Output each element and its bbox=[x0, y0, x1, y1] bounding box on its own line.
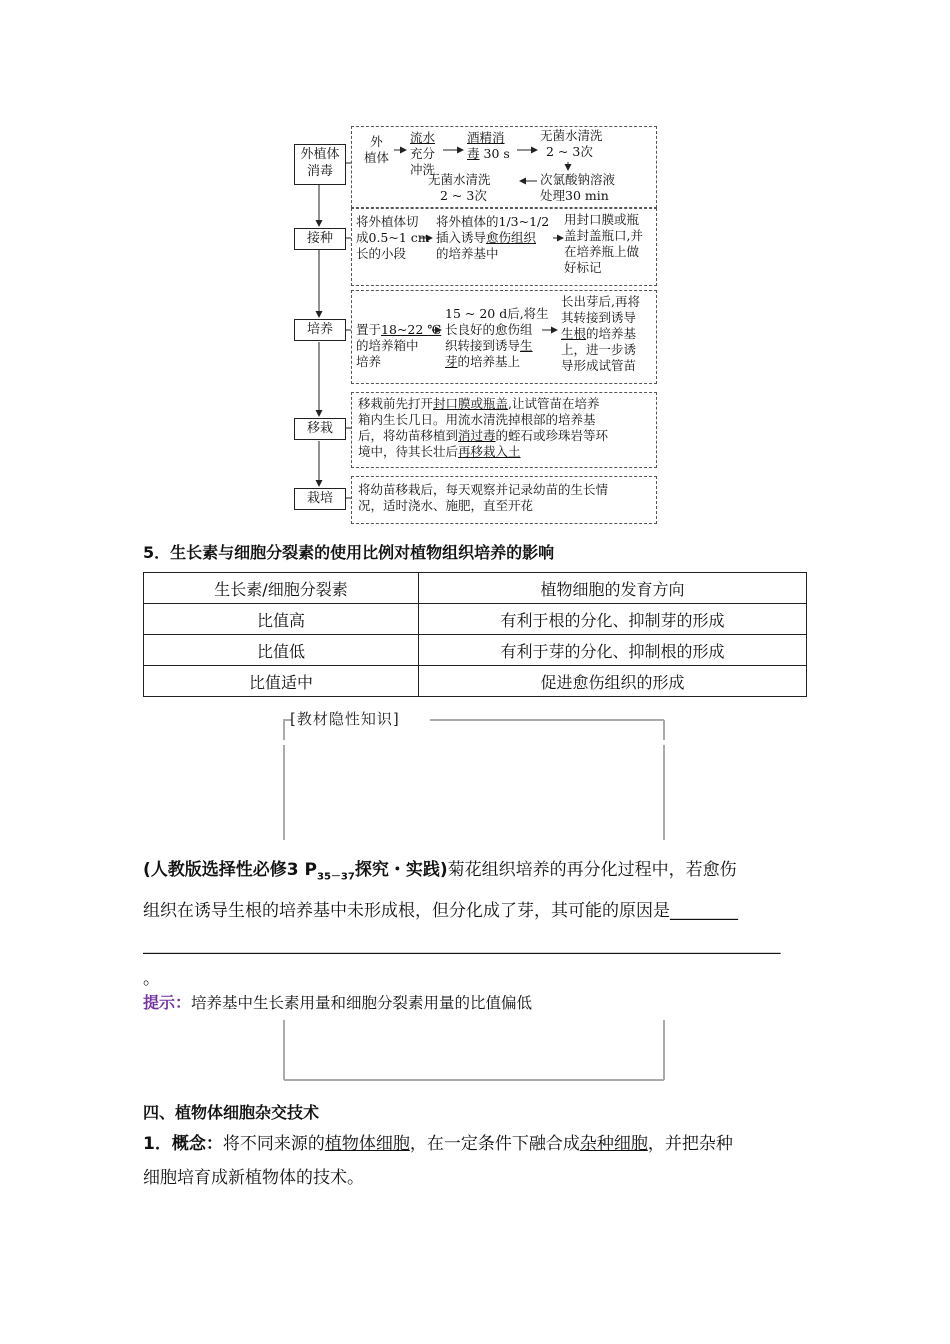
knowledge-label: [教材隐性知识] bbox=[290, 710, 400, 728]
culture-bud-post: 的培养基上 bbox=[457, 354, 521, 369]
disinfect-water-ul: 流水 bbox=[410, 130, 436, 145]
q-source-sub: 35－37 bbox=[316, 871, 355, 883]
disinfect-final-1: 无菌水清洗 bbox=[428, 172, 491, 187]
concept-ul2: 杂种细胞 bbox=[579, 1134, 648, 1154]
culture-root-post: 的培养基 上，进一步诱 导形成试管苗 bbox=[561, 326, 637, 373]
transplant-t2: ,让试管苗在培养 箱内生长几日。用流水清洗掉根部的培养基 后，将幼苗移植到 bbox=[358, 396, 600, 443]
inoculate-insert-callus: 愈伤组织 bbox=[486, 230, 537, 245]
table-header-cell: 植物细胞的发育方向 bbox=[419, 573, 807, 604]
culture-bud-ul1: 生 bbox=[520, 338, 533, 353]
concept-label: 1．概念： bbox=[143, 1134, 223, 1154]
hint-label: 提示： bbox=[143, 993, 192, 1012]
concept-3: ，并把杂种 bbox=[647, 1134, 733, 1154]
table-cell: 有利于芽的分化、抑制根的形成 bbox=[419, 635, 807, 666]
inoculate-cut: 将外植体切 成0.5~1 cm 长的小段 bbox=[356, 214, 430, 261]
concept-1: 将不同来源的 bbox=[222, 1134, 325, 1154]
q-line3: ___________________________________________________________________________ bbox=[143, 935, 781, 956]
disinfect-hypochlorite-1: 次氯酸钠溶液 bbox=[540, 172, 616, 187]
transplant-t3-ul: 再移栽入土 bbox=[458, 444, 521, 459]
culture-bud-ul2: 芽 bbox=[445, 354, 458, 369]
transplant-t1-ul: 封口膜或瓶盖 bbox=[433, 396, 509, 411]
inoculate-insert-post: 的培养基中 bbox=[436, 246, 499, 261]
cultivate-text: 将幼苗移栽后，每天观察并记录幼苗的生长情 况，适时浇水、施肥，直至开花 bbox=[358, 482, 609, 513]
stage-disinfect: 外植体 消毒 bbox=[294, 144, 346, 185]
q-end: 。 bbox=[143, 969, 160, 990]
disinfect-alcohol-2: 毒 bbox=[467, 146, 480, 161]
section5-title: 5．生长素与细胞分裂素的使用比例对植物组织培养的影响 bbox=[143, 543, 555, 562]
disinfect-alcohol-1: 酒精消 bbox=[467, 130, 505, 145]
hint-text: 培养基中生长素用量和细胞分裂素用量的比值偏低 bbox=[191, 994, 533, 1012]
disinfect-final-2: 2 ~ 3次 bbox=[440, 188, 487, 203]
culture-root-pre: 长出芽后,再将 其转接到诱导 bbox=[561, 294, 640, 325]
stage-transplant: 移栽 bbox=[294, 418, 346, 440]
concept-2: ，在一定条件下融合成 bbox=[409, 1134, 580, 1154]
disinfect-sterile-water-1: 无菌水清洗 bbox=[540, 128, 603, 143]
knowledge-label-text: 教材隐性知识 bbox=[296, 710, 393, 728]
stage-inoculate: 接种 bbox=[294, 228, 346, 250]
disinfect-hypochlorite-2: 处理30 min bbox=[540, 188, 609, 203]
culture-root-ul: 生根 bbox=[561, 326, 587, 341]
section4-concept bbox=[143, 1127, 807, 1195]
stage-culture: 培养 bbox=[294, 319, 346, 341]
table-cell: 比值低 bbox=[144, 635, 419, 666]
concept-ul1: 植物体细胞 bbox=[324, 1134, 410, 1154]
table-header-cell: 生长素/细胞分裂素 bbox=[144, 573, 419, 604]
disinfect-alcohol-3: 30 s bbox=[479, 146, 510, 161]
section4-title: 四、植物体细胞杂交技术 bbox=[143, 1103, 320, 1122]
disinfect-explant: 外 植体 bbox=[364, 134, 390, 165]
hint-line bbox=[143, 990, 532, 1013]
q-source-tag: 探究・实践) bbox=[354, 860, 448, 880]
transplant-t1: 移栽前先打开 bbox=[358, 396, 434, 411]
transplant-t2-ul: 消过毒 bbox=[458, 428, 496, 443]
table-cell: 比值高 bbox=[144, 604, 419, 635]
q-source-pre: (人教版选择性必修3 P bbox=[143, 860, 317, 880]
transplant-t3: 的蛭石或珍珠岩等环 境中，待其长壮后 bbox=[358, 428, 609, 459]
q-source bbox=[143, 860, 448, 883]
stage-cultivate: 栽培 bbox=[294, 488, 346, 510]
inoculate-seal: 用封口膜或瓶 盖封盖瓶口,并 在培养瓶上做 好标记 bbox=[564, 212, 643, 275]
table-cell: 比值适中 bbox=[144, 666, 419, 697]
table-cell: 有利于根的分化、抑制芽的形成 bbox=[419, 604, 807, 635]
q-line2: 组织在诱导生根的培养基中未形成根，但分化成了芽，其可能的原因是________ bbox=[143, 901, 738, 922]
culture-incubate-pre: 置于 bbox=[356, 322, 382, 337]
disinfect-water-rest: 充分 冲洗 bbox=[410, 146, 436, 177]
culture-bud-pre: 15 ~ 20 d后,将生 长良好的愈伤组 织转接到诱导 bbox=[445, 306, 549, 353]
culture-incubate-post: 的培养箱中 培养 bbox=[356, 338, 419, 369]
concept-4: 细胞培育成新植物体的技术。 bbox=[143, 1168, 364, 1188]
disinfect-sterile-water-2: 2 ~ 3次 bbox=[546, 144, 593, 159]
knowledge-question bbox=[143, 853, 807, 996]
table-cell: 促进愈伤组织的形成 bbox=[419, 666, 807, 697]
culture-incubate-temp: 18~22 ℃ bbox=[381, 322, 442, 337]
q-line1: 菊花组织培养的再分化过程中，若愈伤 bbox=[447, 860, 737, 880]
inoculate-insert-pre: 将外植体的1/3~1/2 插入诱导 bbox=[436, 214, 550, 245]
